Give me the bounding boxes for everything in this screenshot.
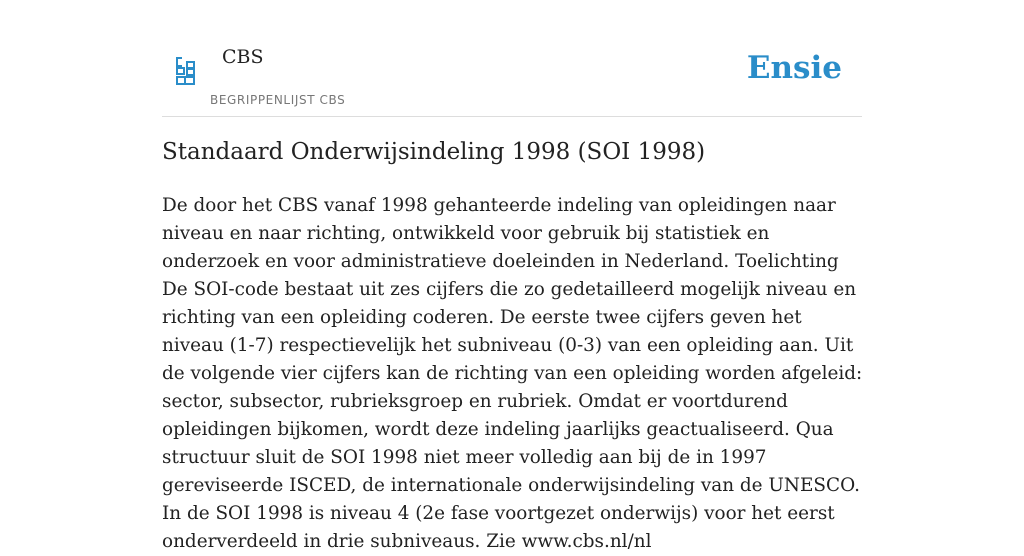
org-name[interactable]: CBS (222, 46, 264, 68)
cbs-logo-icon[interactable] (176, 56, 196, 86)
glossary-subtitle[interactable]: BEGRIPPENLIJST CBS (210, 93, 346, 107)
site-header (162, 0, 862, 117)
article-title: Standaard Onderwijsindeling 1998 (SOI 1998) (162, 139, 706, 165)
article-body: De door het CBS vanaf 1998 gehanteerde indeling van opleidingen naar niveau en naar richting, ontwikkeld voor gebruik bij statistiek en onderzoek en voor administratieve doeleinden in Nederland. Toelichting De SOI-code bestaat uit zes cijfers die zo gedetailleerd mogelijk niveau en richting van een opleiding coderen. De eerste twee cijfers geven het niveau (1-7) respectievelijk het subniveau (0-3) van een opleiding aan. Uit de volgende vier cijfers kan de richting van een opleiding worden afgeleid: sector, subsector, rubrieksgroep en rubriek. Omdat er voortdurend opleidingen bijkomen, wordt deze indeling jaarlijks geactualiseerd. Qua structuur sluit de SOI 1998 niet meer volledig aan bij de in 1997 gereviseerde ISCED, de internationale onderwijsindeling van de UNESCO. In de SOI 1998 is niveau 4 (2e fase voortgezet onderwijs) voor het eerst onderverdeeld in drie subniveaus. Zie www.cbs.nl/nl (162, 195, 863, 552)
ensie-brand-logo[interactable]: Ensie (746, 50, 842, 86)
